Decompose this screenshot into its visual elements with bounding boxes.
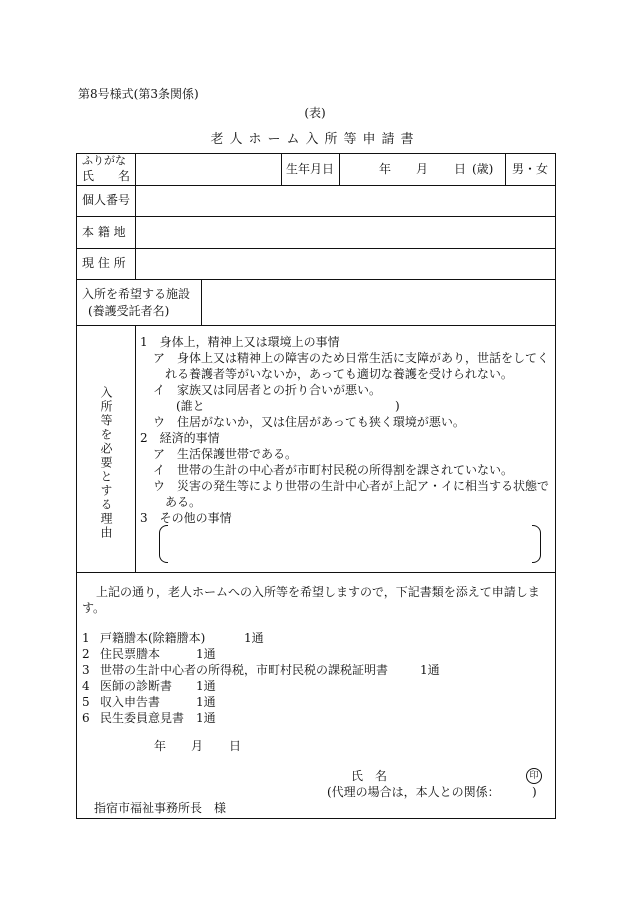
form-number: 第8号様式(第3条関係) [78,87,199,101]
declaration-text: す。 [82,601,106,615]
column-divider [135,154,136,279]
reason-line: ) [395,399,400,413]
row-divider [77,572,555,573]
document-number: 4 [82,679,90,693]
facility-sublabel: (養護受託者名) [88,304,170,318]
document-quantity: 1通 [196,695,216,709]
row-divider [77,185,555,186]
reason-line: 3 その他の事情 [140,511,232,525]
column-divider [505,154,506,185]
proxy-close: ) [532,785,537,799]
document-number: 6 [82,711,90,725]
age-label: (歳) [472,162,494,176]
document-name: 世帯の生計中心者の所得税，市町村民税の課税証明書 [100,663,389,677]
sex-label: 男・女 [512,162,549,176]
birth-year-label: 年 [379,162,392,176]
row-divider [77,248,555,249]
document-number: 3 [82,663,90,677]
reason-line: イ 世帯の生計の中心者が市町村民税の所得割を課されていない。 [153,463,514,477]
date-day-label: 日 [229,739,242,753]
furigana-label: ふりがな [82,154,126,167]
reason-line: れる養護者等がいないか，あっても適切な養護を受けられない。 [165,367,513,381]
facility-label: 入所を希望する施設 [82,287,191,301]
birth-day-label: 日 [454,162,467,176]
application-form [76,153,556,819]
address-label: 現 住 所 [82,256,126,270]
document-name: 住民票謄本 [100,647,161,661]
date-year-label: 年 [154,739,167,753]
row-divider [77,216,555,217]
left-bracket [159,525,168,563]
column-divider [281,154,282,185]
column-divider [339,154,340,185]
reason-line: ウ 災害の発生等により世帯の生計中心者が上記ア・イに相当する状態で [153,479,550,493]
side-label: (表) [304,106,326,120]
birth-month-label: 月 [416,162,429,176]
document-number: 2 [82,647,90,661]
document-number: 5 [82,695,90,709]
date-month-label: 月 [191,739,204,753]
reason-line: イ 家族又は同居者との折り合いが悪い。 [153,383,382,397]
my-number-label: 個人番号 [82,193,131,207]
row-divider [77,279,555,280]
domicile-label: 本 籍 地 [82,225,126,239]
seal-icon: 印 [526,768,542,784]
document-name: 収入申告書 [100,695,161,709]
reason-line: ある。 [165,495,202,509]
right-bracket [532,525,541,563]
declaration-text: 上記の通り，老人ホームへの入所等を希望しますので，下記書類を添えて申請しま [96,585,540,599]
reason-line: ア 身体上又は精神上の障害のため日常生活に支障があり，世話をしてく [153,351,550,365]
document-quantity: 1通 [244,631,264,645]
column-divider [135,325,136,572]
document-title: 老人ホーム入所等申請書 [210,132,420,147]
proxy-note: (代理の場合は，本人との関係： [327,785,500,799]
reasons-label: 入所等を必要とする理由 [99,386,113,540]
name-label: 氏 名 [82,169,131,183]
document-quantity: 1通 [196,647,216,661]
recipient: 指宿市福祉事務所長 様 [94,801,227,815]
document-quantity: 1通 [196,679,216,693]
document-number: 1 [82,631,90,645]
reason-line: ウ 住居がないか，又は住居があっても狭く環境が悪い。 [153,415,465,429]
document-name: 医師の診断書 [100,679,173,693]
document-quantity: 1通 [420,663,440,677]
document-name: 民生委員意見書 [100,711,185,725]
document-name: 戸籍謄本(除籍謄本) [100,631,206,645]
reason-line: ア 生活保護世帯である。 [153,447,298,461]
column-divider [201,279,202,325]
document-quantity: 1通 [196,711,216,725]
signer-name-label: 氏 名 [351,769,388,783]
row-divider [77,325,555,326]
reason-line: (誰と [176,399,205,413]
birth-date-label: 生年月日 [286,162,335,176]
reason-line: 1 身体上，精神上又は環境上の事情 [140,335,340,349]
reason-line: 2 経済的事情 [140,431,220,445]
